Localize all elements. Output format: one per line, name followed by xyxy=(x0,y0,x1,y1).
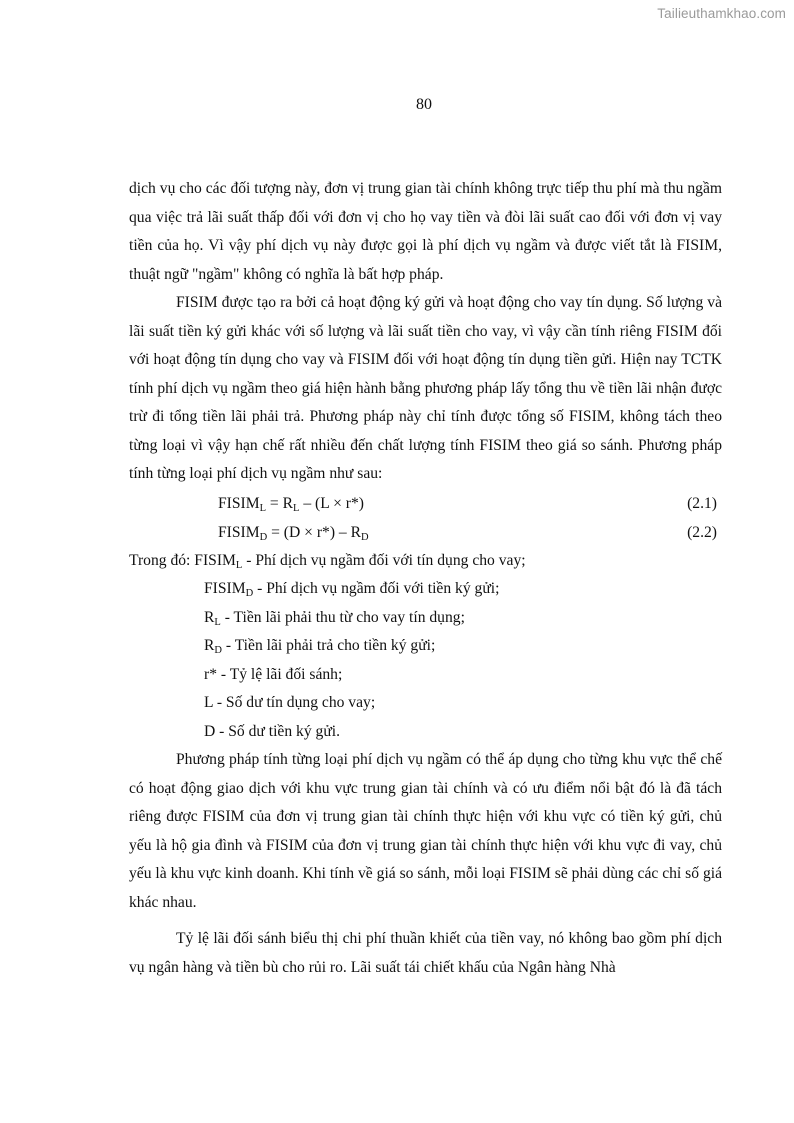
definition-text: - Tiền lãi phải trả cho tiền ký gửi; xyxy=(222,637,436,654)
definition-symbol: FISIM xyxy=(194,551,236,569)
definition-text: - Phí dịch vụ ngầm đối với tiền ký gửi; xyxy=(253,580,500,597)
definition-subscript: D xyxy=(245,588,254,599)
definition-symbol: D - Số dư tiền ký gửi. xyxy=(204,722,341,740)
definition-symbol: FISIM xyxy=(204,580,246,597)
definition-text: - Phí dịch vụ ngầm đối với tín dụng cho vay; xyxy=(242,551,526,569)
formula-lhs-subscript: L xyxy=(259,502,267,514)
formula-expression xyxy=(218,518,369,547)
paragraph-fisim-intro: FISIM được tạo ra bởi cả hoạt động ký gửi và hoạt động cho vay tín dụng. Số lượng và lãi suất tiền ký gửi khác với số lượng và lãi suất tiền cho vay, vì vậy cần tính riêng FISIM đối với hoạt động tín dụng cho vay và FISIM đối với hoạt động tín dụng tiền gửi. Hiện nay TCTK tính phí dịch vụ ngầm theo giá hiện hành bằng phương pháp lấy tổng thu về tiền lãi nhận được trừ đi tổng tiền lãi phải trả. Phương pháp này chỉ tính được tổng số FISIM, không tách theo từng loại vì vậy hạn chế rất nhiều đến chất lượng tính FISIM theo giá so sánh. Phương pháp tính từng loại phí dịch vụ ngầm như sau: xyxy=(129,294,722,482)
formula-lhs-subscript: D xyxy=(259,531,268,543)
definition-item xyxy=(129,575,722,604)
formula-block xyxy=(129,489,722,547)
formula-rhs: = R xyxy=(266,494,294,512)
formula-rhs-subscript: D xyxy=(361,531,369,543)
definition-symbol: r* - Tỷ lệ lãi đối sánh; xyxy=(204,665,343,683)
paragraph-continuation: dịch vụ cho các đối tượng này, đơn vị trung gian tài chính không trực tiếp thu phí mà thu ngầm qua việc trả lãi suất thấp đối với đơn vị cho họ vay tiền và đòi lãi suất cao đối với đơn vị vay tiền của họ. Vì vậy phí dịch vụ này được gọi là phí dịch vụ ngầm và được viết tắt là FISIM, thuật ngữ "ngầm" không có nghĩa là bất hợp pháp. xyxy=(129,180,722,283)
definition-text: - Tiền lãi phải thu từ cho vay tín dụng; xyxy=(220,608,465,626)
formula-lhs: FISIM xyxy=(218,523,260,541)
document-body xyxy=(129,175,722,982)
paragraph-reference-rate: Tỷ lệ lãi đối sánh biểu thị chi phí thuần khiết của tiền vay, nó không bao gồm phí dịch vụ ngân hàng và tiền bù cho rủi ro. Lãi suất tái chiết khấu của Ngân hàng Nhà xyxy=(129,930,722,976)
formula-rhs-subscript: L xyxy=(293,502,300,514)
definition-symbol: R xyxy=(204,608,215,626)
definition-item xyxy=(129,632,722,661)
definition-item xyxy=(129,604,722,633)
formula-expression xyxy=(218,489,364,518)
formula-rhs-tail: – (L × r*) xyxy=(299,494,364,512)
watermark: Tailieuthamkhao.com xyxy=(657,6,786,21)
definition-symbol: R xyxy=(204,637,215,654)
definition-intro: Trong đó: xyxy=(129,551,195,569)
equation-number: (2.2) xyxy=(687,523,717,541)
formula-rhs: = (D × r*) – R xyxy=(267,523,362,541)
definition-item xyxy=(129,689,722,718)
definition-item xyxy=(129,661,722,690)
definition-subscript: L xyxy=(235,559,243,571)
definition-symbol: L - Số dư tín dụng cho vay; xyxy=(204,694,376,711)
formula-lhs: FISIM xyxy=(218,494,260,512)
equation-number: (2.1) xyxy=(687,494,717,512)
definition-item xyxy=(129,718,722,747)
definition-list xyxy=(129,547,722,747)
formula-fisim-l xyxy=(129,489,722,518)
definition-item xyxy=(129,547,722,576)
definition-subscript: L xyxy=(214,616,221,628)
definition-subscript: D xyxy=(214,645,222,656)
page-number: 80 xyxy=(416,96,432,113)
paragraph-method-advantages: Phương pháp tính từng loại phí dịch vụ ngầm có thể áp dụng cho từng khu vực thể chế có hoạt động giao dịch với khu vực trung gian tài chính và có ưu điểm nổi bật đó là đã tách riêng được FISIM của đơn vị trung gian tài chính thực hiện với khu vực có tiền ký gửi, chủ yếu là hộ gia đình và FISIM của đơn vị trung gian tài chính thực hiện với khu vực đi vay, chủ yếu là khu vực kinh doanh. Khi tính về giá so sánh, mỗi loại FISIM sẽ phải dùng các chỉ số giá khác nhau. xyxy=(129,751,722,911)
formula-fisim-d xyxy=(129,518,722,547)
